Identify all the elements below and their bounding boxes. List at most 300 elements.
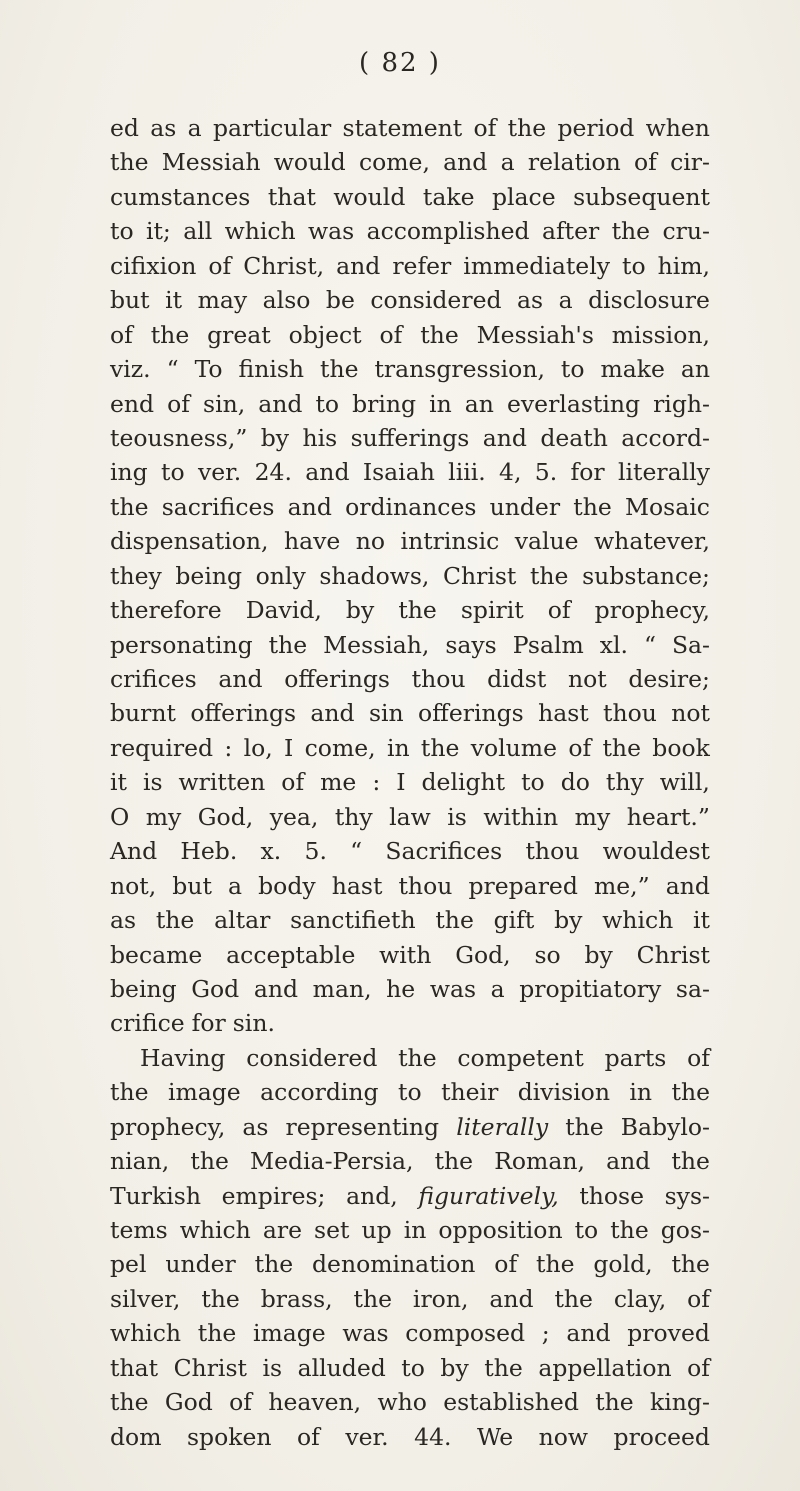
word: was: [342, 1319, 389, 1348]
word: no: [355, 527, 386, 556]
word: hast: [538, 699, 589, 728]
word: the: [573, 492, 612, 521]
word: it;: [145, 217, 171, 246]
word: God,: [197, 802, 254, 831]
word: do: [560, 768, 590, 797]
word: and,: [346, 1181, 398, 1210]
word: desire;: [628, 665, 710, 693]
word: the: [595, 1388, 634, 1417]
word: And: [110, 837, 158, 866]
word: but: [172, 871, 212, 900]
word: liii.: [448, 458, 486, 487]
word: all: [183, 217, 213, 246]
word: of: [634, 148, 657, 177]
word: denomination: [312, 1250, 476, 1279]
word: and: [566, 1319, 611, 1348]
word: Christ: [173, 1353, 247, 1382]
word: and: [606, 1147, 651, 1176]
word: didst: [487, 665, 547, 693]
word: the: [420, 320, 459, 349]
word: literally: [617, 458, 710, 487]
word: set: [314, 1216, 350, 1244]
word: nian,: [110, 1147, 170, 1176]
word: me,”: [593, 871, 650, 900]
text-line: [110, 869, 710, 903]
word: the: [320, 355, 359, 384]
word: statement: [342, 114, 463, 142]
word: established: [443, 1388, 579, 1417]
text-line: [110, 1144, 710, 1178]
word: bring: [352, 389, 417, 418]
word: We: [477, 1422, 514, 1451]
word: 4,: [499, 458, 522, 487]
word: in: [386, 733, 410, 762]
word: I: [396, 768, 406, 797]
word: and: [258, 389, 303, 418]
word: by: [345, 596, 375, 625]
word: by: [584, 940, 613, 969]
text-line: [110, 662, 710, 696]
text-line: [110, 1385, 710, 1419]
word: sin: [368, 699, 404, 728]
word: to: [161, 458, 185, 487]
word: proved: [627, 1319, 710, 1348]
word: righ-: [653, 389, 710, 418]
word: O: [110, 802, 130, 831]
word: sin.: [232, 1009, 275, 1038]
text-line: [110, 1006, 710, 1040]
word: they: [110, 561, 162, 590]
word: the: [554, 1284, 593, 1313]
word: became: [110, 940, 203, 969]
word: “: [643, 630, 656, 659]
word: within: [483, 802, 559, 831]
word: of: [473, 114, 497, 142]
word: Sa-: [671, 630, 710, 659]
word: pel: [110, 1250, 147, 1279]
word: spoken: [186, 1422, 272, 1451]
word: prophecy,: [110, 1112, 226, 1141]
word: intrinsic: [400, 527, 500, 556]
word: and: [489, 1284, 534, 1313]
text-line: [110, 180, 710, 214]
word: I: [284, 733, 294, 762]
word: which: [224, 217, 296, 246]
word: Mosaic: [624, 492, 710, 521]
word: of: [494, 1250, 518, 1279]
word: come,: [304, 733, 376, 762]
word: the: [398, 1043, 437, 1072]
text-line: [110, 696, 710, 730]
word: division: [517, 1078, 610, 1107]
word: which: [602, 906, 674, 935]
word: the: [536, 1250, 575, 1279]
word: brass,: [260, 1284, 333, 1313]
word: that: [110, 1353, 159, 1382]
word: subsequent: [573, 182, 710, 211]
word: object: [288, 320, 362, 349]
word: dom: [110, 1422, 162, 1451]
word: the: [671, 1250, 710, 1279]
word: an: [464, 389, 494, 418]
word: for: [570, 458, 605, 487]
word: mission,: [611, 320, 710, 349]
word: relation: [527, 148, 621, 177]
word: thou: [398, 871, 453, 900]
word: have: [283, 527, 341, 556]
word: God: [191, 974, 240, 1003]
word: sacrifices: [161, 492, 275, 521]
word: thy: [334, 802, 373, 831]
word: written: [178, 768, 266, 797]
word: me: [320, 768, 357, 797]
word: opposition: [438, 1216, 563, 1244]
word: not,: [110, 871, 157, 900]
text-line: [110, 1110, 710, 1144]
word: acceptable: [226, 940, 356, 969]
word: ordinances: [345, 492, 477, 521]
word: considered: [370, 286, 502, 315]
word: Isaiah: [362, 458, 435, 487]
text-line: [110, 834, 710, 868]
word: a: [558, 286, 573, 315]
word: was: [308, 217, 355, 246]
text-line: [110, 972, 710, 1006]
word: ver.: [197, 458, 242, 487]
word: of: [167, 389, 190, 418]
text-line: [110, 455, 710, 489]
word: their: [441, 1078, 499, 1107]
word: the: [150, 320, 190, 349]
word: a: [187, 114, 202, 142]
word: parts: [604, 1043, 667, 1072]
word: the: [671, 1147, 710, 1176]
word: by: [554, 906, 583, 935]
word: wouldest: [602, 837, 710, 866]
text-line: [110, 387, 710, 421]
word: and: [305, 458, 350, 487]
word: would: [273, 148, 346, 177]
word: disclosure: [588, 286, 710, 315]
word: may: [197, 286, 248, 315]
word: the: [353, 1284, 393, 1313]
word: body: [258, 871, 316, 900]
word: 5.: [304, 837, 327, 866]
word: the: [434, 1147, 474, 1176]
text-line: [110, 145, 710, 179]
word: Sacrifices: [385, 837, 503, 866]
word: Messiah,: [323, 630, 430, 659]
word: of: [568, 733, 592, 762]
word: Turkish: [110, 1181, 201, 1210]
word: appellation: [538, 1353, 672, 1382]
word: delight: [421, 768, 506, 797]
word: God,: [455, 940, 511, 969]
word: a: [500, 148, 515, 177]
word: thou: [525, 837, 580, 866]
word: now: [538, 1422, 589, 1451]
word: ver.: [345, 1422, 389, 1451]
word: under: [165, 1250, 236, 1279]
word: the: [268, 630, 308, 659]
word: to: [398, 1078, 422, 1107]
word: not: [671, 699, 710, 728]
word: cumstances: [110, 182, 251, 211]
text-line: [110, 1179, 710, 1213]
word: :: [372, 768, 381, 797]
word: by: [440, 1353, 469, 1382]
word: the: [610, 1216, 649, 1244]
word: great: [207, 320, 271, 349]
word: shadows,: [319, 561, 430, 590]
word: death: [540, 423, 608, 452]
word: substance;: [582, 561, 710, 590]
word: a: [490, 974, 505, 1003]
word: when: [645, 114, 710, 142]
word: in: [429, 389, 452, 418]
word: the: [155, 906, 195, 935]
word: Messiah: [161, 148, 261, 177]
text-line: [110, 524, 710, 558]
text-line: [110, 1247, 710, 1281]
word: which: [179, 1216, 251, 1244]
text-line: [110, 249, 710, 283]
word: “: [350, 837, 363, 866]
word: the: [420, 733, 460, 762]
word: which: [110, 1319, 182, 1348]
word: clay,: [613, 1284, 667, 1313]
word: as: [110, 906, 137, 935]
word: finish: [238, 355, 305, 384]
word: image: [167, 1078, 241, 1107]
word: teousness,”: [110, 423, 248, 452]
word: required: [110, 733, 214, 762]
word: period: [557, 114, 635, 142]
word: God: [164, 1388, 213, 1417]
word: to: [110, 217, 134, 246]
word: burnt: [110, 699, 176, 728]
word: him,: [657, 251, 710, 280]
word: cifixion: [110, 251, 197, 280]
word: as: [242, 1112, 269, 1141]
word: of: [547, 596, 571, 625]
word: immediately: [463, 251, 610, 280]
word: to: [401, 1353, 425, 1382]
word: offerings: [284, 665, 390, 693]
word: offerings: [417, 699, 524, 728]
word: sin,: [203, 389, 246, 418]
word: to: [560, 355, 585, 384]
word: who: [377, 1388, 427, 1417]
word: of: [110, 320, 133, 349]
word: crifice: [110, 1009, 185, 1038]
word: and: [482, 423, 527, 452]
word: the: [602, 733, 641, 762]
word: the: [110, 1388, 149, 1417]
word: sanctifieth: [290, 906, 416, 935]
word: xl.: [599, 630, 628, 659]
word: Messiah's: [476, 320, 594, 349]
word: the: [197, 1319, 237, 1348]
word: the: [507, 114, 547, 142]
word: is: [262, 1353, 283, 1382]
word: altar: [214, 906, 271, 935]
word: crifices: [110, 665, 197, 693]
word: yea,: [269, 802, 319, 831]
word: viz.: [110, 355, 151, 384]
text-line: [110, 490, 710, 524]
word: hast: [331, 871, 383, 900]
word: 44.: [414, 1422, 452, 1451]
word: thou: [411, 665, 466, 693]
word: are: [262, 1216, 302, 1244]
word: everlasting: [506, 389, 641, 418]
word: and: [218, 665, 263, 693]
word: Having: [140, 1043, 226, 1072]
word: prophecy,: [594, 596, 710, 625]
word: come,: [358, 148, 430, 177]
word: being: [175, 561, 243, 590]
word: propitiatory: [519, 974, 662, 1003]
word: x.: [260, 837, 282, 866]
word: place: [491, 182, 556, 211]
word: up: [361, 1216, 392, 1244]
text-line: [110, 559, 710, 593]
word: of: [687, 1353, 710, 1382]
word: “: [166, 355, 179, 384]
word: gos-: [660, 1216, 710, 1244]
word: composed: [405, 1319, 526, 1348]
word: it: [165, 286, 183, 315]
word: in: [629, 1078, 653, 1107]
word: for: [191, 1009, 226, 1038]
word: whatever,: [594, 527, 710, 556]
word: the: [435, 906, 474, 935]
word: and: [287, 492, 332, 521]
word: the: [110, 148, 149, 177]
word: a: [228, 871, 243, 900]
word: the: [190, 1147, 229, 1176]
word: proceed: [613, 1422, 710, 1451]
text-line: [110, 765, 710, 799]
word: be: [325, 286, 355, 315]
word: under: [489, 492, 561, 521]
word: ;: [541, 1319, 550, 1348]
word: prepared: [468, 871, 578, 900]
word: book: [652, 733, 710, 762]
word: but: [110, 286, 150, 315]
word: accomplished: [366, 217, 530, 246]
word: value: [514, 527, 579, 556]
word: the: [254, 1250, 294, 1279]
text-line: [110, 421, 710, 455]
text-line: [110, 111, 710, 145]
text-line: [110, 214, 710, 248]
word: ing: [110, 458, 148, 487]
word: Media-Persia,: [250, 1147, 414, 1176]
word: the: [611, 217, 651, 246]
word: to: [622, 251, 646, 280]
word: of: [229, 1388, 252, 1417]
word: end: [110, 389, 155, 418]
word: lo,: [243, 733, 273, 762]
word: to: [521, 768, 545, 797]
word: as: [150, 114, 177, 142]
word: of: [281, 768, 305, 797]
word: by: [260, 423, 290, 452]
word: make: [600, 355, 665, 384]
text-line: [110, 1351, 710, 1385]
word: thy: [605, 768, 644, 797]
word: dispensation,: [110, 527, 269, 556]
italic-word: figuratively,: [418, 1181, 559, 1210]
word: is: [142, 768, 163, 797]
word: says: [445, 630, 497, 659]
page-number: ( 82 ): [359, 48, 441, 78]
word: not: [567, 665, 607, 693]
word: and: [443, 148, 488, 177]
text-line: [110, 283, 710, 317]
word: cru-: [662, 217, 710, 246]
word: being: [110, 974, 177, 1003]
text-line: [110, 903, 710, 937]
word: the: [565, 1112, 604, 1141]
word: those: [579, 1181, 645, 1210]
text-line: [110, 352, 710, 386]
word: heart.”: [626, 802, 710, 831]
word: sys-: [664, 1181, 710, 1210]
word: my: [574, 802, 611, 831]
word: the: [529, 561, 569, 590]
word: competent: [457, 1043, 584, 1072]
word: Psalm: [512, 630, 584, 659]
word: accord-: [621, 423, 710, 452]
word: to: [315, 389, 340, 418]
word: and: [253, 974, 299, 1003]
word: spirit: [460, 596, 524, 625]
word: sa-: [675, 974, 710, 1003]
text-line: [110, 1041, 710, 1075]
text-line: [110, 1282, 710, 1316]
word: it: [693, 906, 710, 935]
word: of: [297, 1422, 320, 1451]
word: so: [534, 940, 561, 969]
word: gift: [493, 906, 535, 935]
word: thou: [603, 699, 657, 728]
word: and: [336, 251, 381, 280]
word: alluded: [297, 1353, 386, 1382]
word: representing: [285, 1112, 440, 1141]
text-line: [110, 938, 710, 972]
word: Christ,: [243, 251, 325, 280]
word: and: [665, 871, 710, 900]
text-line: [110, 731, 710, 765]
word: the: [110, 1078, 149, 1107]
word: the: [201, 1284, 240, 1313]
word: Christ: [442, 561, 517, 590]
italic-word: literally: [456, 1112, 549, 1141]
word: and: [310, 699, 355, 728]
word: offerings: [190, 699, 297, 728]
word: will,: [659, 768, 710, 797]
word: :: [224, 733, 233, 762]
word: of: [379, 320, 403, 349]
body-text: [110, 111, 710, 1454]
word: the: [671, 1078, 710, 1107]
word: particular: [212, 114, 332, 142]
word: law: [389, 802, 431, 831]
word: 5.: [534, 458, 558, 487]
